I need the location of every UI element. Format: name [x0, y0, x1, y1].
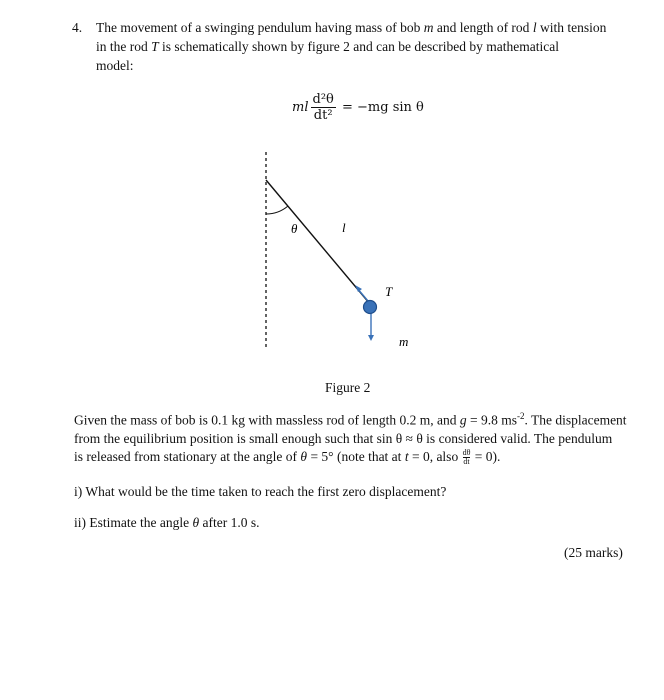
var-theta: θ [300, 449, 308, 464]
text-segment: Given the mass of bob is 0.1 kg with massless rod of length 0.2 m, and [74, 412, 460, 428]
fraction-numerator: dθ [462, 448, 471, 458]
var-t: t [404, 449, 409, 464]
text-segment: = 0, also [408, 449, 462, 464]
pendulum-bob [364, 301, 377, 314]
gravity-arrowhead [368, 335, 374, 341]
text-segment: . The displacement [524, 412, 627, 428]
angle-label: θ [291, 221, 298, 236]
text-segment: model: [96, 58, 134, 73]
body-line-2 [74, 431, 612, 447]
var-m: m [423, 20, 434, 35]
text-segment: = 5° (note that at [307, 449, 405, 464]
equation-rhs: = −mg sin θ [342, 100, 424, 115]
marks-label: (25 marks) [564, 545, 623, 560]
text-segment: after 1.0 s. [199, 515, 260, 530]
exponent: -2 [516, 411, 525, 421]
fraction-denominator: dt [463, 457, 470, 467]
text-segment: in the rod [96, 39, 152, 54]
text-segment: ii) Estimate the angle [74, 515, 193, 530]
text-segment: The movement of a swinging pendulum having mass of bob [96, 20, 424, 35]
body-line-3 [74, 449, 500, 466]
rod-label: l [342, 220, 346, 235]
text-segment: is released from stationary at the angle of [74, 449, 301, 464]
var-theta: θ [192, 515, 200, 530]
equation-denominator: dt² [313, 108, 333, 123]
pendulum-rod [266, 180, 370, 304]
angle-arc [266, 206, 288, 214]
var-T: T [151, 39, 159, 54]
text-segment: and length of rod [433, 20, 533, 35]
dtheta-dt-fraction [463, 449, 471, 466]
mass-label: m [399, 334, 409, 349]
text-segment: = 0). [471, 449, 501, 464]
question-number: 4. [72, 20, 83, 35]
equation-numerator: d²θ [312, 92, 334, 107]
sub-question-1: i) What would be the time taken to reach the first zero displacement? [74, 484, 447, 499]
text-segment: is schematically shown by figure 2 and can be described by mathematical [158, 39, 560, 54]
figure-caption: Figure 2 [325, 380, 371, 395]
text-segment: = 9.8 ms [466, 412, 517, 428]
tension-label: T [385, 284, 393, 299]
equation-coef: ml [292, 100, 309, 115]
tension-arrowhead [355, 285, 362, 292]
var-g: g [459, 412, 467, 428]
body-line-1 [74, 411, 627, 429]
sub-question-2 [74, 515, 259, 531]
text-segment: with tension [536, 20, 607, 35]
var-l: l [532, 20, 537, 35]
text-segment: from the equilibrium position is small enough such that sin θ ≈ θ is considered valid. The pendulum [74, 431, 613, 446]
